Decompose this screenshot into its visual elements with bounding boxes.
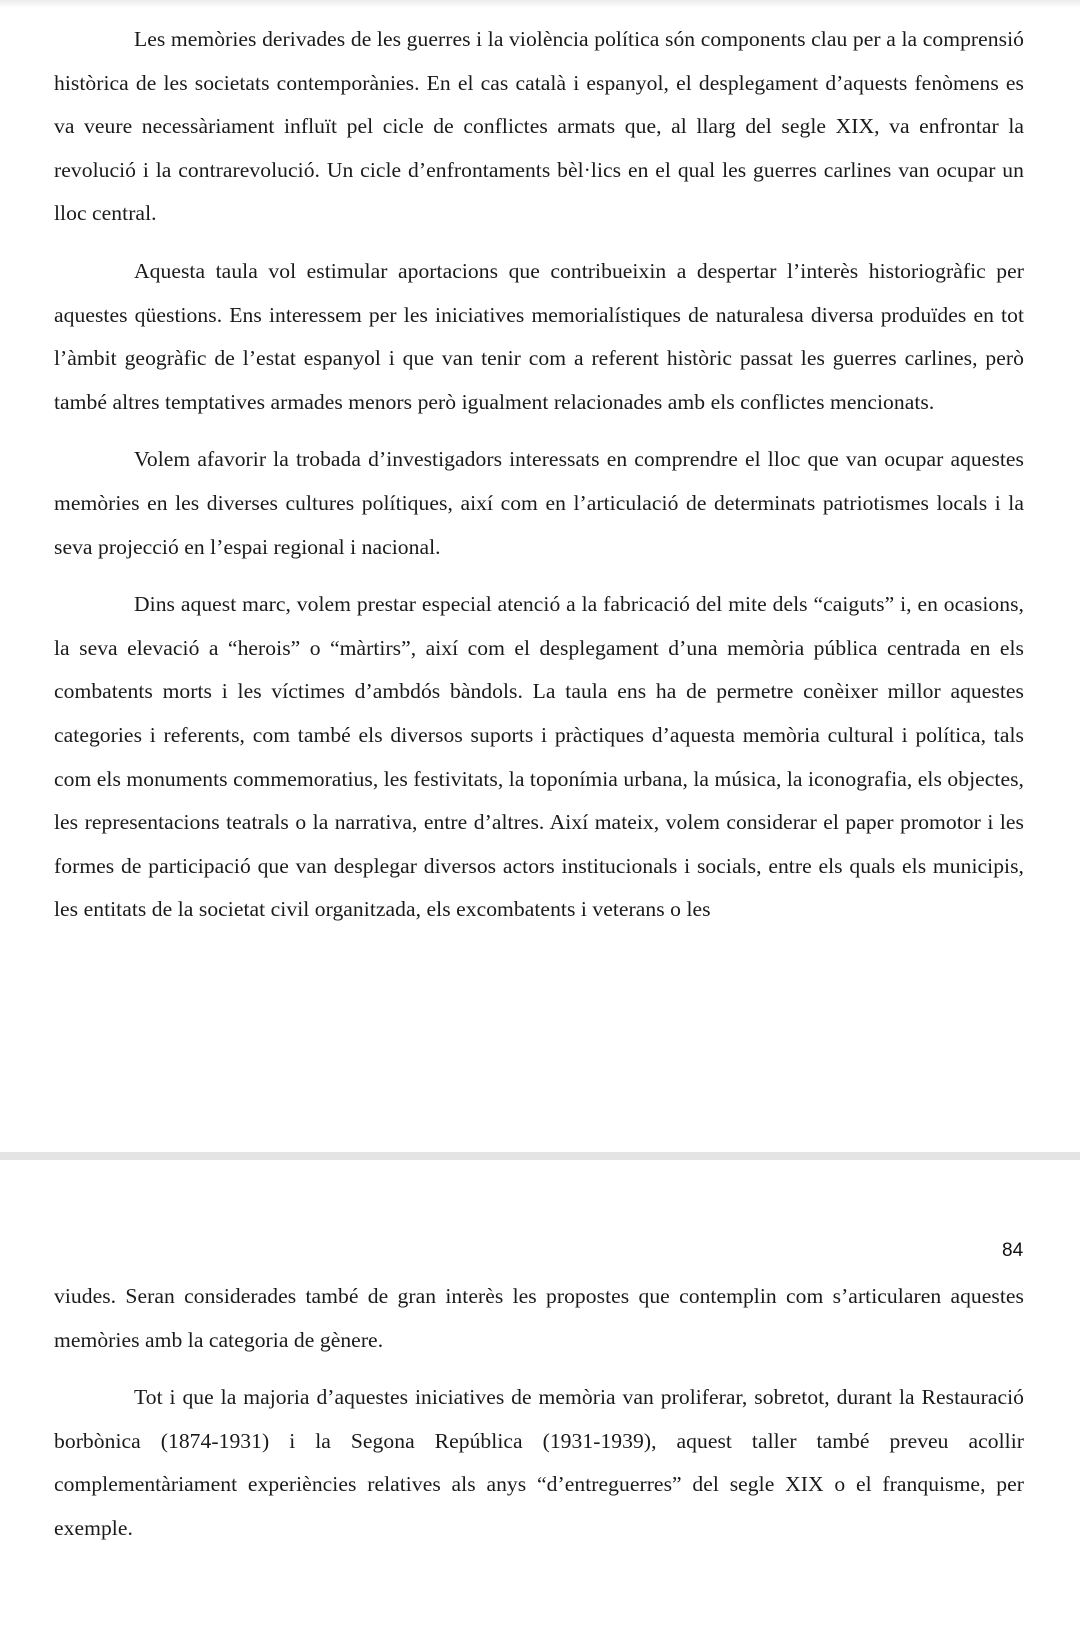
top-edge-shadow [0,0,1080,8]
page-break-separator [0,1152,1080,1160]
document-page-upper [54,18,1024,932]
paragraph-framework: Dins aquest marc, volem prestar especial atenció a la fabricació del mite dels “caiguts” i, en ocasions, la seva elevació a “herois” o “màrtirs”, així com el desplegament d’una memòria pública centrada en els combatents morts i les víctimes d’ambdós bàndols. La taula ens ha de permetre conèixer millor aquestes categories i referents, com també els diversos suports i pràctiques d’aquesta memòria cultural i política, tals com els monuments commemoratius, les festivitats, la toponímia urbana, la música, la iconografia, els objectes, les representacions teatrals o la narrativa, entre d’altres. Així mateix, volem considerar el paper promotor i les formes de participació que van desplegar diversos actors institucionals i socials, entre els quals els municipis, les entitats de la societat civil organitzada, els excombatents i veterans o les [54,592,1024,922]
paragraph-continuation-gender: viudes. Seran considerades també de gran interès les propostes que contemplin com s’articularen aquestes memòries amb la categoria de gènere. [54,1284,1024,1352]
document-page-lower [54,1275,1024,1551]
paragraph-investigators: Volem afavorir la trobada d’investigadors interessats en comprendre el lloc que van ocupar aquestes memòries en les diverses cultures polítiques, així com en l’articulació de determinats patriotismes locals i la seva projecció en l’espai regional i nacional. [54,447,1024,559]
paragraph-memories-intro: Les memòries derivades de les guerres i la violència política són components clau per a la comprensió històrica de les societats contemporànies. En el cas català i espanyol, el desplegament d’aquests fenòmens es va veure necessàriament influït pel cicle de conflictes armats que, al llarg del segle XIX, va enfrontar la revolució i la contrarevolució. Un cicle d’enfrontaments bèl·lics en el qual les guerres carlines van ocupar un lloc central. [54,27,1024,226]
page-number: 84 [1002,1240,1024,1261]
paragraph-periods: Tot i que la majoria d’aquestes iniciatives de memòria van proliferar, sobretot, durant la Restauració borbònica (1874-1931) i la Segona República (1931-1939), aquest taller també preveu acollir complementàriament experiències relatives als anys “d’entreguerres” del segle XIX o el franquisme, per exemple. [54,1385,1024,1540]
paragraph-taula-aims: Aquesta taula vol estimular aportacions que contribueixin a despertar l’interès historiogràfic per aquestes qüestions. Ens interessem per les iniciatives memorialístiques de naturalesa diversa produïdes en tot l’àmbit geogràfic de l’estat espanyol i que van tenir com a referent històric passat les guerres carlines, però també altres temptatives armades menors però igualment relacionades amb els conflictes mencionats. [54,258,1024,414]
